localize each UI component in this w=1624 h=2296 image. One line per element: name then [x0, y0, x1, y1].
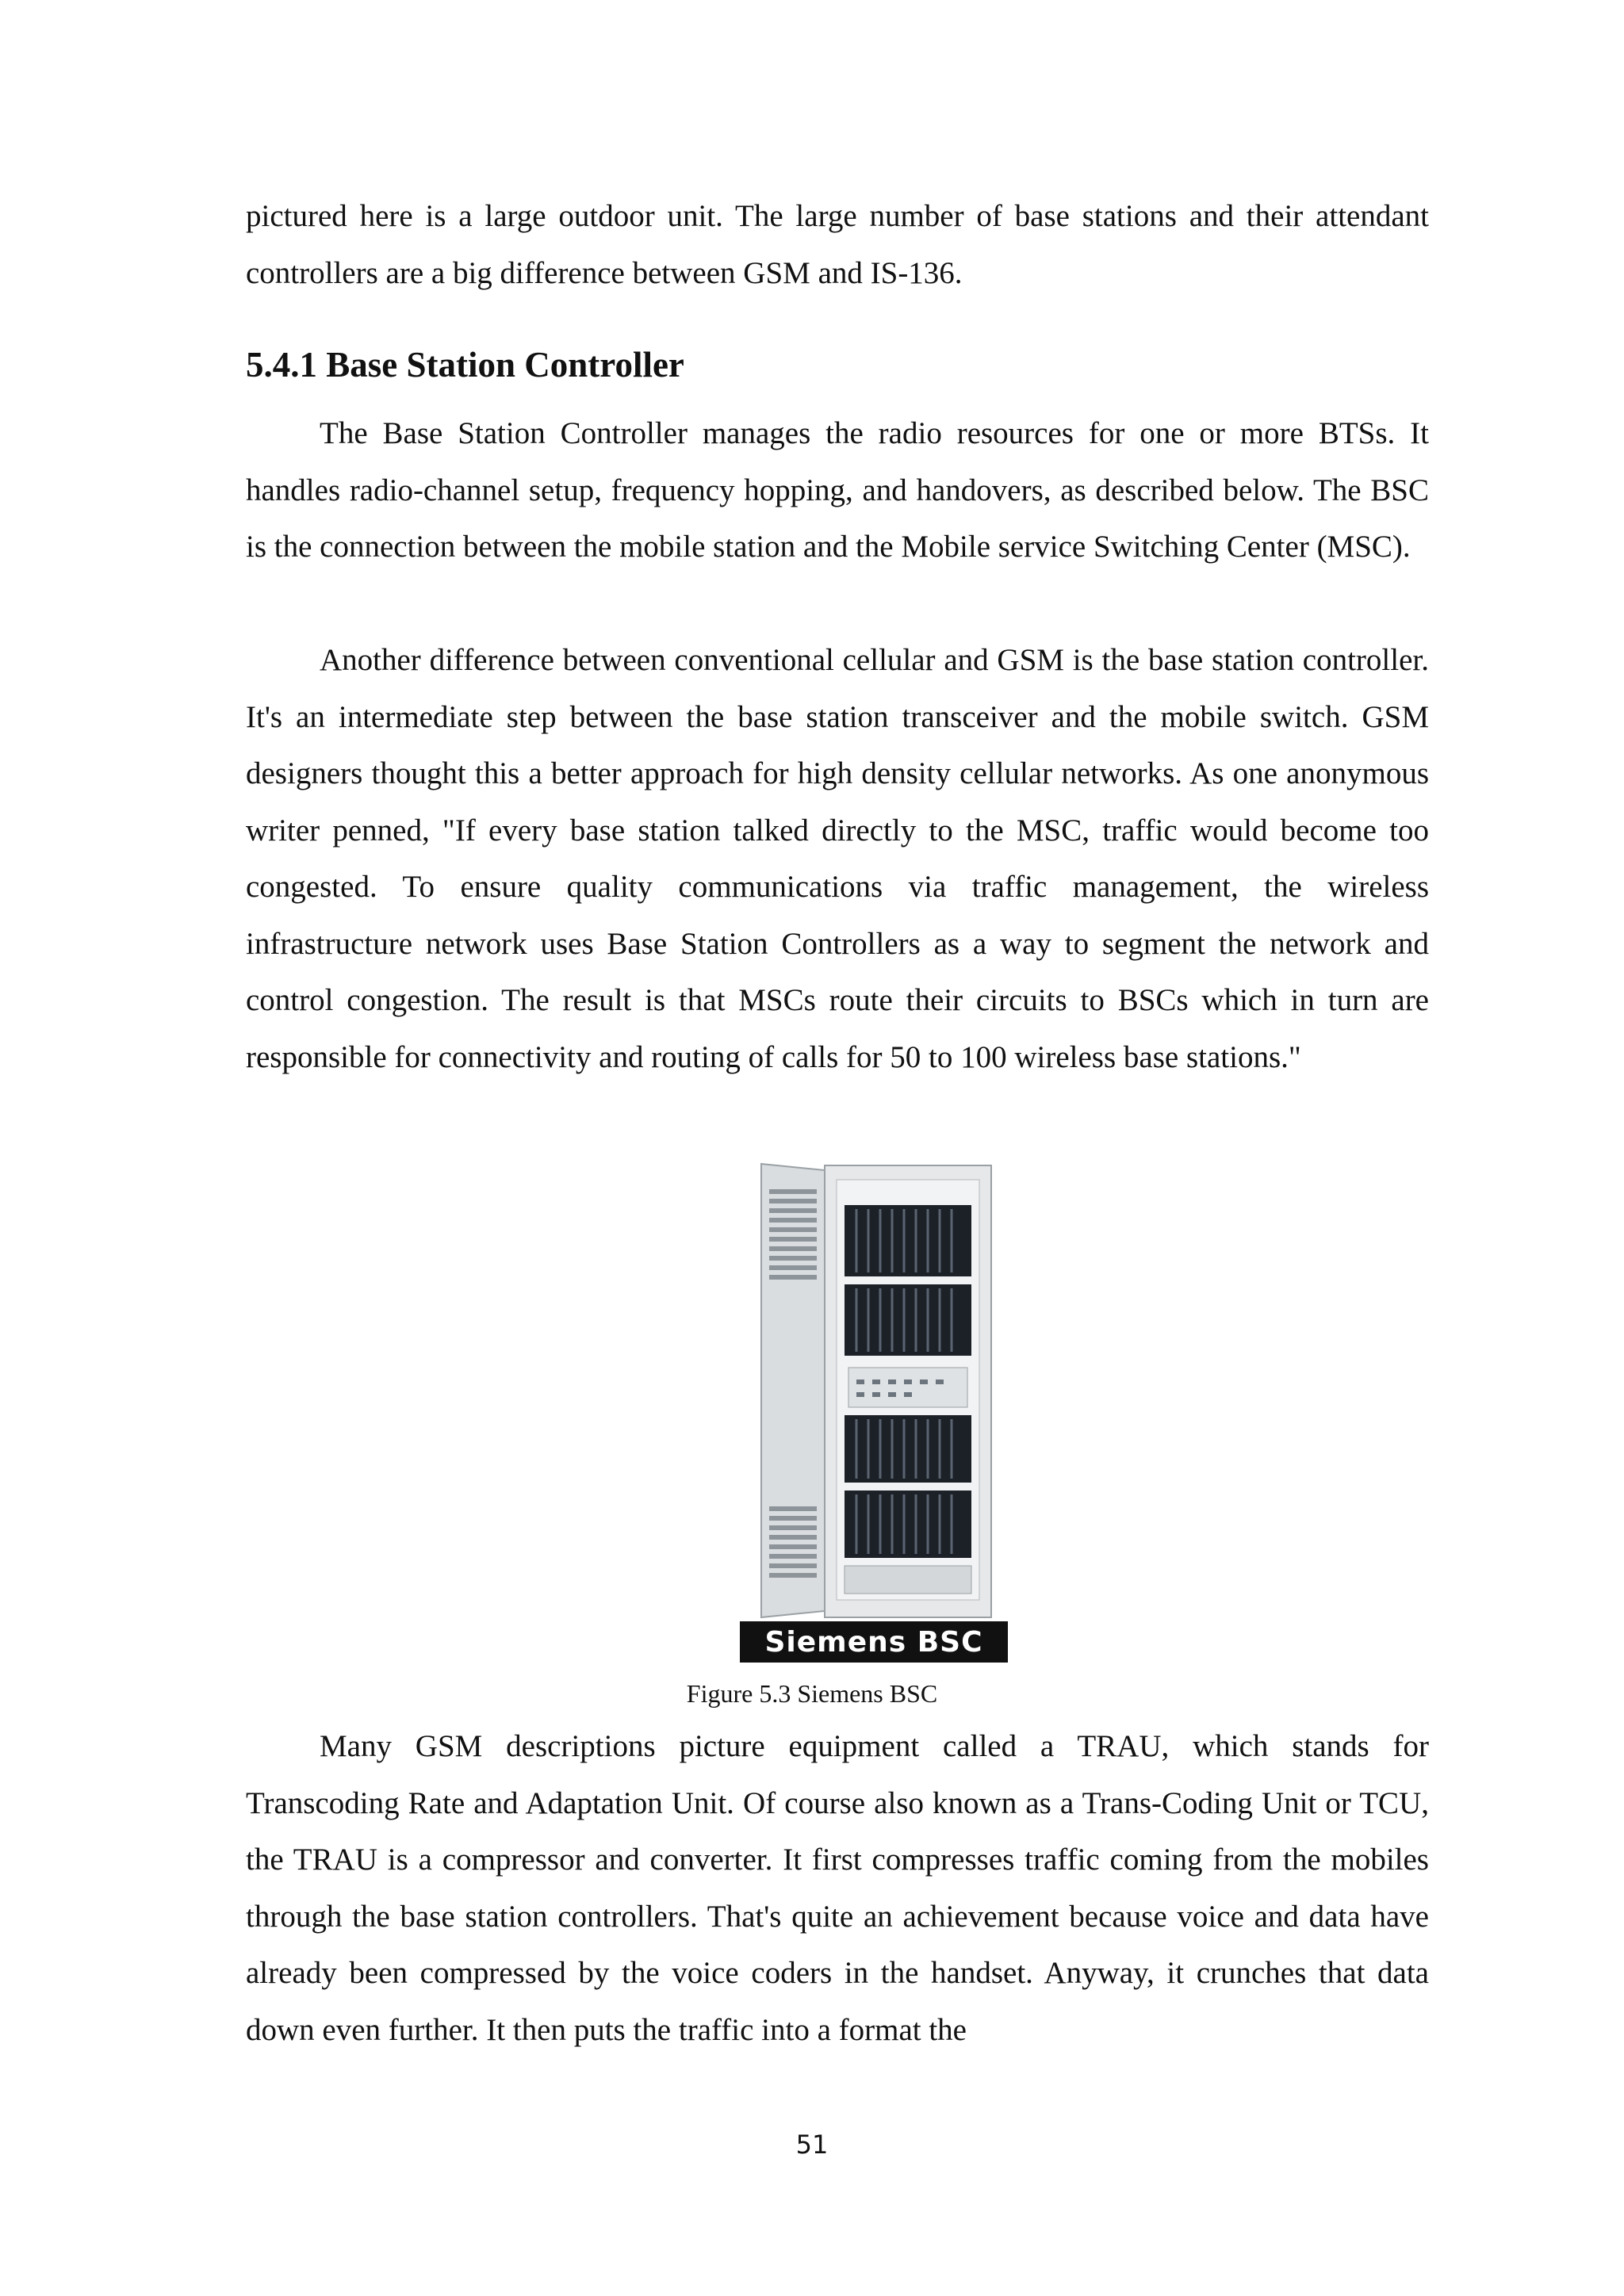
paragraph-bsc-1: The Base Station Controller manages the radio resources for one or more BTSs. It handles radio-channel setup, frequency hopping, and handovers, as described below. The BSC is the connection between the mobile station and the Mobile service Switching Center (MSC). — [246, 416, 1429, 564]
page-number: 51 — [795, 2130, 829, 2160]
figure-caption: Figure 5.3 Siemens BSC — [686, 1679, 938, 1708]
section-heading: 5.4.1 Base Station Controller — [246, 345, 684, 385]
paragraph-trau: Many GSM descriptions picture equipment called a TRAU, which stands for Transcoding Rate and Adaptation Unit. Of course also known as a Trans-Coding Unit or TCU, the TRAU is a compressor and converter. It first compresses traffic coming from the mobiles through the base station controllers. That's quite an achievement because voice and data have already been compressed by the voice coders in the handset. Anyway, it crunches that data down even further. It then puts the traffic into a format the — [246, 1729, 1429, 2047]
siemens-bsc-cabinet-image — [737, 1158, 1007, 1665]
figure-image-label: Siemens BSC — [740, 1621, 1008, 1663]
paragraph-intro: pictured here is a large outdoor unit. The large number of base stations and their attendant controllers are a big difference between GSM and IS-136. — [246, 199, 1429, 290]
paragraph-bsc-2: Another difference between conventional cellular and GSM is the base station controller. It's an intermediate step between the base station transceiver and the mobile switch. GSM designers thought this a better approach for high density cellular networks. As one anonymous writer penned, "If every base station talked directly to the MSC, traffic would become too congested. To ensure quality communications via traffic management, the wireless infrastructure network uses Base Station Controllers as a way to segment the network and control congestion. The result is that MSCs route their circuits to BSCs which in turn are responsible for connectivity and routing of calls for 50 to 100 wireless base stations." — [246, 643, 1429, 1074]
